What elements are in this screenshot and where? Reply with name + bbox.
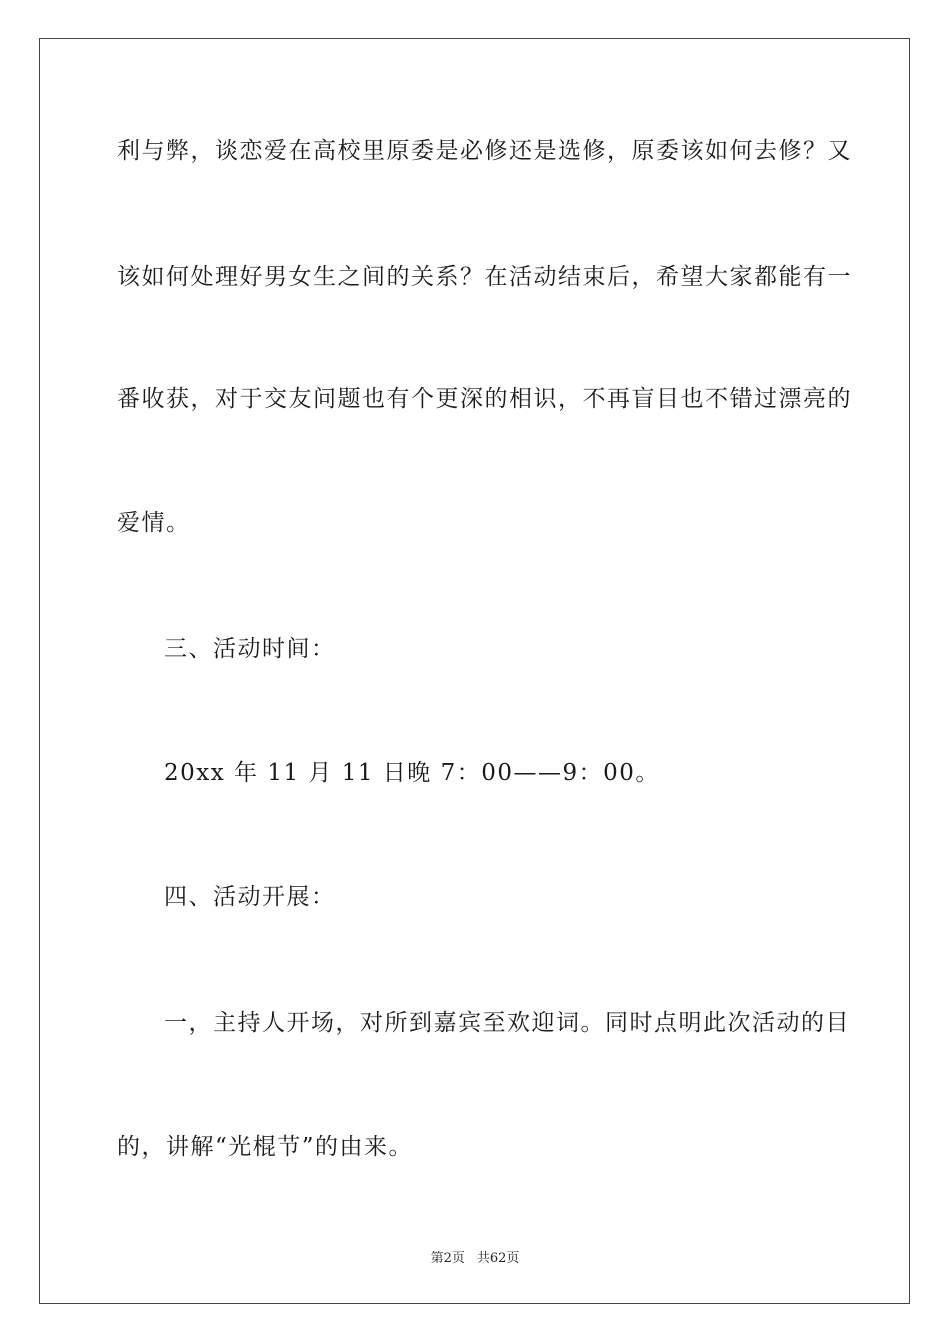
body-line-2: 该如何处理好男女生之间的关系？在活动结束后，希望大家都能有一: [117, 264, 852, 290]
page-total: 共62页: [476, 1251, 520, 1266]
body-line-4: 爱情。: [117, 510, 191, 536]
page-border: [39, 38, 910, 1304]
section-heading-activities: 四、活动开展：: [164, 884, 336, 910]
body-line-9: 的，讲解“光棍节”的由来。: [117, 1134, 414, 1160]
section-heading-time: 三、活动时间：: [164, 636, 336, 662]
body-line-1: 利与弊，谈恋爱在高校里原委是必修还是选修，原委该如何去修？又: [117, 138, 852, 164]
body-line-3: 番收获，对于交友问题也有个更深的相识，不再盲目也不错过漂亮的: [117, 386, 852, 412]
page-footer: [0, 1247, 950, 1266]
page-number: 第2页: [430, 1251, 465, 1266]
event-time-text: 20xx 年 11 月 11 日晚 7：00——9：00。: [164, 760, 660, 786]
body-line-8: 一，主持人开场，对所到嘉宾至欢迎词。同时点明此次活动的目: [164, 1010, 850, 1036]
